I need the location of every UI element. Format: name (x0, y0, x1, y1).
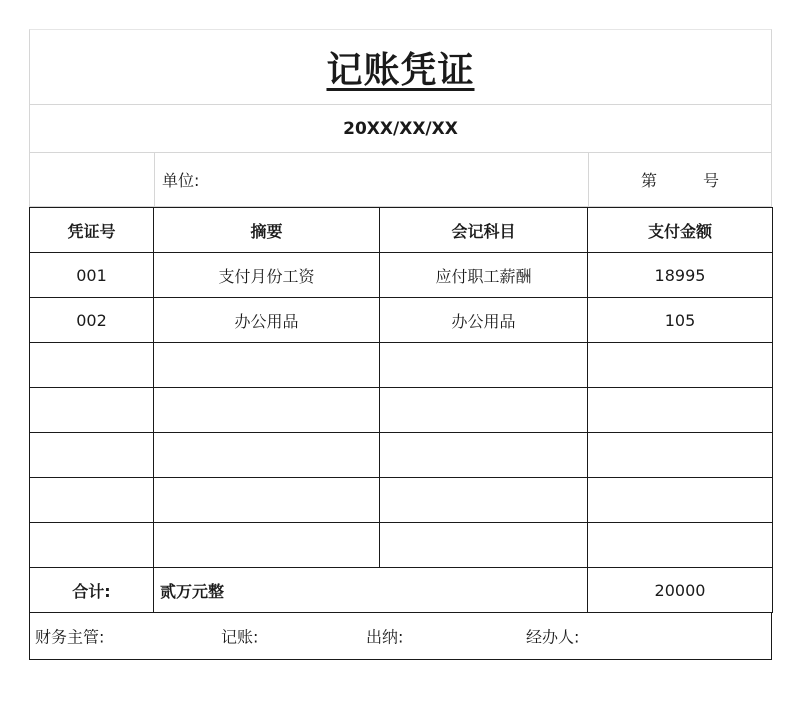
amount-cell[interactable]: 18995 (588, 253, 773, 298)
voucher-no-cell[interactable] (30, 433, 154, 478)
header-voucher-no[interactable]: 凭证号 (30, 208, 154, 253)
unit-cell[interactable] (155, 153, 589, 206)
number-prefix: 第 (640, 171, 657, 190)
total-in-words[interactable]: 贰万元整 (154, 568, 588, 613)
table-row (30, 343, 773, 388)
table-header-row (30, 208, 773, 253)
unit-row-blank-cell[interactable] (30, 153, 155, 206)
unit-row (29, 153, 772, 207)
amount-cell[interactable] (588, 523, 773, 568)
summary-cell[interactable]: 办公用品 (154, 298, 380, 343)
table-row (30, 298, 773, 343)
account-cell[interactable] (380, 388, 588, 433)
voucher-no-cell[interactable]: 001 (30, 253, 154, 298)
account-cell[interactable] (380, 433, 588, 478)
amount-cell[interactable]: 105 (588, 298, 773, 343)
table-row (30, 253, 773, 298)
document-title: 记账凭证 (326, 49, 475, 91)
total-row (30, 568, 773, 613)
total-amount[interactable]: 20000 (588, 568, 773, 613)
amount-cell[interactable] (588, 478, 773, 523)
header-amount[interactable]: 支付金额 (588, 208, 773, 253)
summary-cell[interactable] (154, 478, 380, 523)
account-cell[interactable] (380, 523, 588, 568)
table-row (30, 523, 773, 568)
amount-cell[interactable] (588, 343, 773, 388)
number-suffix: 号 (703, 171, 720, 190)
unit-label: 单位: (162, 171, 200, 190)
amount-cell[interactable] (588, 433, 773, 478)
amount-cell[interactable] (588, 388, 773, 433)
summary-cell[interactable] (154, 523, 380, 568)
table-row (30, 478, 773, 523)
total-label[interactable]: 合计: (30, 568, 154, 613)
header-summary[interactable]: 摘要 (154, 208, 380, 253)
handler-label: 经办人: (526, 627, 580, 647)
voucher-table (29, 207, 773, 613)
summary-cell[interactable] (154, 433, 380, 478)
table-row (30, 388, 773, 433)
voucher-sheet (29, 29, 772, 660)
account-cell[interactable]: 应付职工薪酬 (380, 253, 588, 298)
summary-cell[interactable]: 支付月份工资 (154, 253, 380, 298)
header-account[interactable]: 会记科目 (380, 208, 588, 253)
voucher-number-cell[interactable] (589, 153, 771, 206)
cashier-label: 出纳: (366, 627, 404, 647)
account-cell[interactable] (380, 343, 588, 388)
account-cell[interactable]: 办公用品 (380, 298, 588, 343)
bookkeeper-label: 记账: (221, 627, 259, 647)
signature-row (29, 613, 772, 660)
table-row (30, 433, 773, 478)
summary-cell[interactable] (154, 343, 380, 388)
voucher-no-cell[interactable] (30, 388, 154, 433)
voucher-no-cell[interactable] (30, 523, 154, 568)
summary-cell[interactable] (154, 388, 380, 433)
date-row (29, 105, 772, 153)
finance-supervisor-label: 财务主管: (35, 627, 105, 647)
voucher-no-cell[interactable] (30, 343, 154, 388)
account-cell[interactable] (380, 478, 588, 523)
voucher-no-cell[interactable]: 002 (30, 298, 154, 343)
title-row (29, 29, 772, 105)
voucher-no-cell[interactable] (30, 478, 154, 523)
voucher-date: 20XX/XX/XX (343, 118, 458, 139)
